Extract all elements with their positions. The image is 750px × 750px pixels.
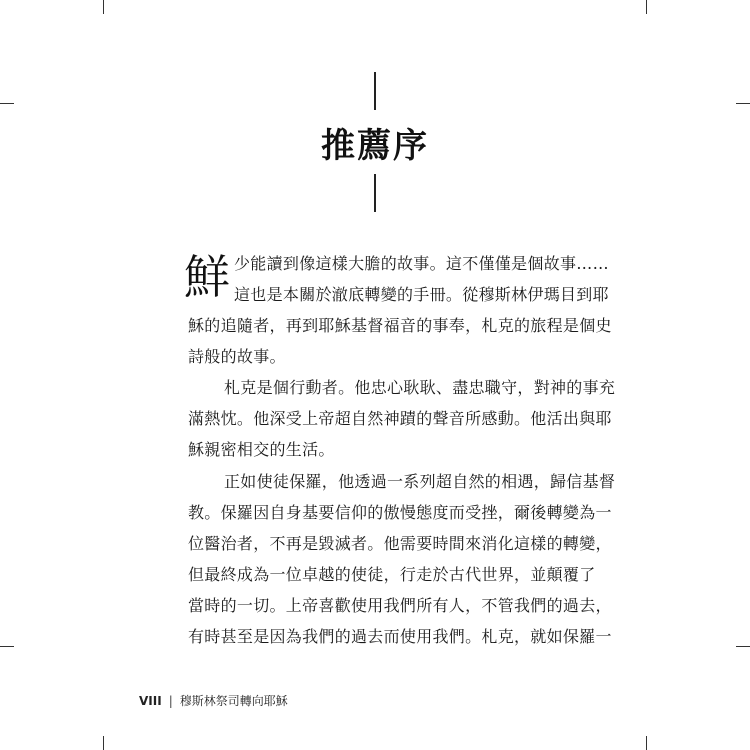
text-line: 穌親密相交的生活。 xyxy=(188,440,335,459)
running-title: 穆斯林祭司轉向耶穌 xyxy=(179,694,288,708)
page-footer xyxy=(139,692,288,709)
drop-cap: 鮮 xyxy=(184,250,230,304)
crop-mark-right-bottom xyxy=(736,646,750,647)
chapter-title: 推薦序 xyxy=(321,126,429,166)
text-line: 教。保羅因自身基要信仰的傲慢態度而受挫，爾後轉變為一 xyxy=(188,503,612,522)
paragraph-1 xyxy=(188,248,612,372)
crop-mark-bottom-left xyxy=(103,736,104,750)
crop-mark-left-bottom xyxy=(0,646,14,647)
crop-mark-bottom-right xyxy=(646,736,647,750)
text-line: 但最終成為一位卓越的使徒，行走於古代世界，並顛覆了 xyxy=(188,565,596,584)
footer-separator: | xyxy=(168,694,173,708)
text-line: 札克是個行動者。他忠心耿耿、盡忠職守，對神的事充 xyxy=(224,378,616,397)
text-line: 這也是本關於澈底轉變的手冊。從穆斯林伊瑪目到耶 xyxy=(234,285,609,304)
text-line: 位醫治者，不再是毀滅者。他需要時間來消化這樣的轉變， xyxy=(188,534,612,553)
paragraph-2 xyxy=(188,372,616,465)
text-line: 詩般的故事。 xyxy=(188,347,286,366)
page-number: VIII xyxy=(139,694,162,708)
text-line: 當時的一切。上帝喜歡使用我們所有人，不管我們的過去， xyxy=(188,596,612,615)
title-rule-top xyxy=(374,72,376,110)
text-line: 正如使徒保羅，他透過一系列超自然的相遇，歸信基督 xyxy=(224,472,616,491)
text-line: 有時甚至是因為我們的過去而使用我們。札克，就如保羅一 xyxy=(188,627,612,646)
title-rule-bottom xyxy=(374,174,376,212)
text-line: 穌的追隨者，再到耶穌基督福音的事奉，札克的旅程是個史 xyxy=(188,316,612,335)
crop-mark-right-top xyxy=(736,103,750,104)
crop-mark-top-right xyxy=(646,0,647,14)
crop-mark-top-left xyxy=(103,0,104,14)
paragraph-3 xyxy=(188,466,616,652)
text-line: 少能讀到像這樣大膽的故事。這不僅僅是個故事…… xyxy=(234,254,609,273)
text-line: 滿熱忱。他深受上帝超自然神蹟的聲音所感動。他活出與耶 xyxy=(188,409,612,428)
crop-mark-left-top xyxy=(0,103,14,104)
